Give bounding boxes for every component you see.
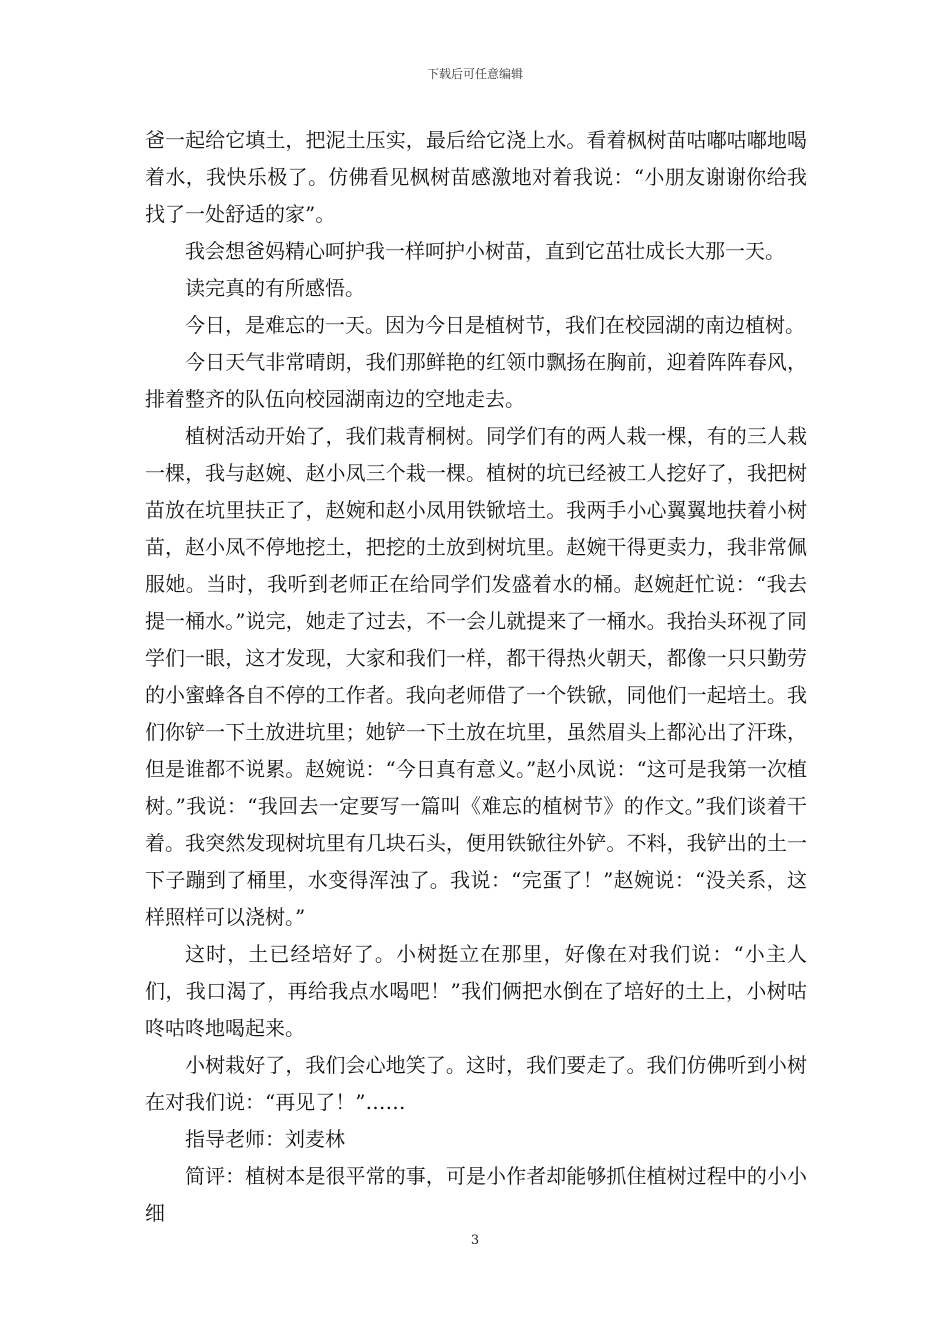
paragraph: 今日天气非常晴朗，我们那鲜艳的红领巾飘扬在胸前，迎着阵阵春风，排着整齐的队伍向校园湖南边的空地走去。 (145, 350, 807, 411)
paragraph: 爸一起给它填土，把泥土压实，最后给它浇上水。看着枫树苗咕嘟咕嘟地喝着水，我快乐极了。仿佛看见枫树苗感激地对着我说：“小朋友谢谢你给我找了一处舒适的家”。 (145, 128, 807, 226)
paragraph: 这时，土已经培好了。小树挺立在那里，好像在对我们说：“小主人们，我口渴了，再给我点水喝吧！”我们俩把水倒在了培好的土上，小树咕咚咕咚地喝起来。 (145, 942, 807, 1040)
page-header: 下载后可任意编辑 (426, 67, 523, 81)
document-body (145, 122, 807, 1232)
review-paragraph: 简评：植树本是很平常的事，可是小作者却能够抓住植树过程中的小小细 (145, 1164, 807, 1225)
paragraph: 我会想爸妈精心呵护我一样呵护小树苗，直到它茁壮成长大那一天。 (185, 239, 785, 263)
paragraph: 小树栽好了，我们会心地笑了。这时，我们要走了。我们仿佛听到小树在对我们说：“再见了！”…… (145, 1053, 807, 1114)
page-number: 3 (470, 1233, 480, 1248)
paragraph: 植树活动开始了，我们栽青桐树。同学们有的两人栽一棵，有的三人栽一棵，我与赵婉、赵小凤三个栽一棵。植树的坑已经被工人挖好了，我把树苗放在坑里扶正了，赵婉和赵小凤用铁锨培土。我两手小心翼翼地扶着小树苗，赵小凤不停地挖土，把挖的土放到树坑里。赵婉干得更卖力，我非常佩服她。当时，我听到老师正在给同学们发盛着水的桶。赵婉赶忙说：“我去提一桶水。”说完，她走了过去，不一会儿就提来了一桶水。我抬头环视了同学们一眼，这才发现，大家和我们一样，都干得热火朝天，都像一只只勤劳的小蜜蜂各自不停的工作者。我向老师借了一个铁锨，同他们一起培土。我们你铲一下土放进坑里；她铲一下土放在坑里，虽然眉头上都沁出了汗珠，但是谁都不说累。赵婉说：“今日真有意义。”赵小凤说：“这可是我第一次植树。”我说：“我回去一定要写一篇叫《难忘的植树节》的作文。”我们谈着干着。我突然发现树坑里有几块石头，便用铁锨往外铲。不料，我铲出的土一下子蹦到了桶里，水变得浑浊了。我说：“完蛋了！”赵婉说：“没关系，这样照样可以浇树。” (145, 424, 807, 929)
advisor-line: 指导老师：刘麦林 (185, 1127, 345, 1151)
paragraph: 今日，是难忘的一天。因为今日是植树节，我们在校园湖的南边植树。 (185, 313, 805, 337)
paragraph: 读完真的有所感悟。 (185, 276, 365, 300)
